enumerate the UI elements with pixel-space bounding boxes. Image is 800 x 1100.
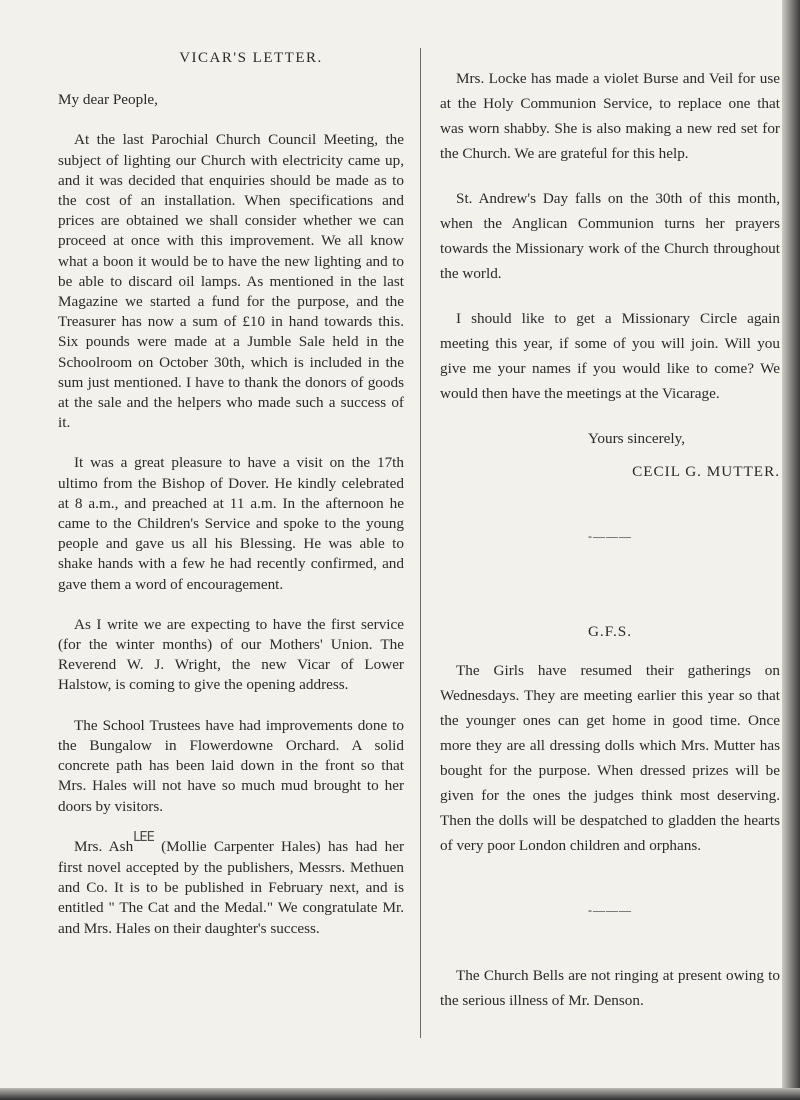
left-column [58, 48, 404, 959]
page-bottom-shadow [0, 1088, 800, 1100]
paragraph-novel [58, 829, 405, 939]
paragraph-mothers-union: As I write we are expecting to have the first service (for the winter months) of our Mothers' Union. The Reverend W. J. Wright, the new Vicar of Lower Halstow, is coming to give the opening address. [58, 615, 404, 694]
paragraph-missionary-circle: I should like to get a Missionary Circle again meeting this year, if some of you will join. Will you give me your names if you would like to come? We would then have the meetings at the Vicarage. [440, 310, 780, 402]
section-rule: -——— [588, 903, 632, 917]
right-column [440, 66, 780, 1033]
handwritten-correction: LEE [133, 829, 154, 845]
novel-text-rest: (Mollie Carpenter Hales) has had her first novel accepted by the publishers, Messrs. Methuen and Co. It is to be published in February next, and is entitled " The Cat and the Medal." We congratulate Mr. and Mrs. Hales on their daughter's success. [58, 837, 405, 937]
paragraph-st-andrews: St. Andrew's Day falls on the 30th of this month, when the Anglican Communion turns her prayers towards the Missionary work of the Church throughout the world. [440, 190, 780, 282]
closing: Yours sincerely, [587, 430, 685, 447]
paragraph-lighting: At the last Parochial Church Council Meeting, the subject of lighting our Church with electricity came up, and it was decided that enquiries should be made as to the cost of an installation. When specifications and prices are obtained we shall consider whether we can proceed at once with this improvement. We all know what a boon it would be to have the new lighting and to be able to discard oil lamps. As mentioned in the last Magazine we started a fund for the purpose, and the Treasurer has now a sum of £10 in hand towards this. Six pounds were made at a Jumble Sale held in the Schoolroom on October 30th, which is included in the sum just mentioned. I have to thank the donors of goods at the sale and the helpers who made such a success of it. [58, 131, 404, 432]
column-divider [420, 48, 421, 1038]
signature: CECIL G. MUTTER. [632, 463, 780, 480]
paragraph-gfs: The Girls have resumed their gatherings on Wednesdays. They are meeting earlier this year so that the younger ones can get home in good time. Once more they are all dressing dolls which Mrs. Mutter has bought for the purpose. When dressed prizes will be given for the ones the judges think most deserving. Then the dolls will be despatched to gladden the hearts of very poor London children and orphans. [440, 662, 780, 854]
page-edge-shadow [782, 0, 800, 1100]
novel-text-start: Mrs. Ash [74, 837, 134, 855]
paragraph-church-bells: The Church Bells are not ringing at present owing to the serious illness of Mr. Denson. [440, 967, 780, 1009]
vicars-letter-heading: VICAR'S LETTER. [179, 50, 323, 66]
gfs-heading: G.F.S. [587, 623, 633, 640]
paragraph-bishop-visit: It was a great pleasure to have a visit on the 17th ultimo from the Bishop of Dover. He kindly celebrated at 8 a.m., and preached at 11 a.m. In the afternoon he came to the Children's Service and spoke to the young people and gave us all his Blessing. He was able to shake hands with a few he had recently confirmed, and gave them a word of encouragement. [58, 454, 404, 593]
paragraph-bungalow: The School Trustees have had improvements done to the Bungalow in Flowerdowne Orchard. A solid concrete path has been laid down in the front so that Mrs. Hales will not have so much mud brought to her doors by visitors. [58, 716, 404, 815]
paragraph-burse: Mrs. Locke has made a violet Burse and Veil for use at the Holy Communion Service, to replace one that was worn shabby. She is also making a new red set for the Church. We are grateful for this help. [440, 70, 780, 162]
section-rule: -——— [588, 529, 632, 543]
salutation: My dear People, [58, 91, 158, 109]
